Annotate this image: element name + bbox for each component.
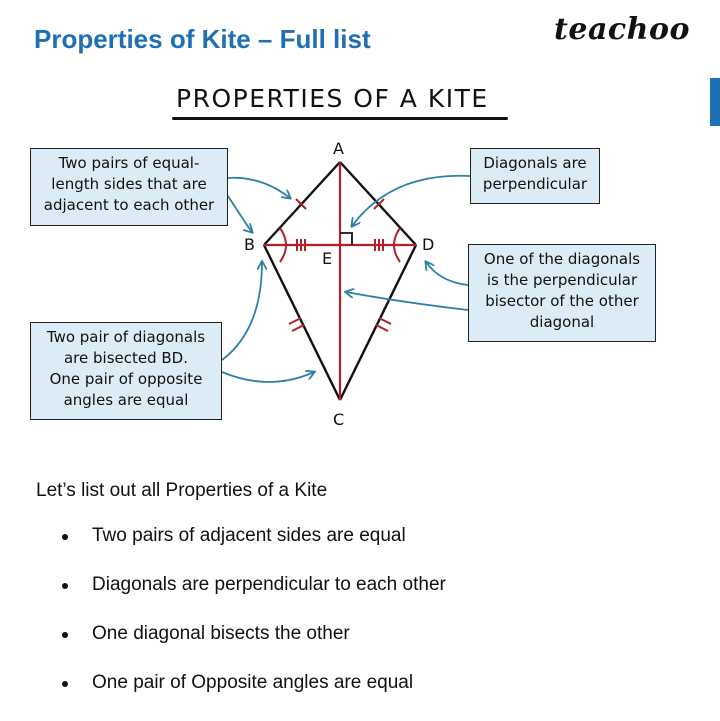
list-item <box>60 574 446 623</box>
arrow-to-diagonal-ac <box>346 292 468 310</box>
side-dc <box>340 245 416 400</box>
arrow-to-side-ab <box>228 178 290 198</box>
list-item-text: One pair of Opposite angles are equal <box>92 672 414 693</box>
bullet-dot <box>62 632 68 638</box>
bullet-dot <box>62 534 68 540</box>
list-item <box>60 525 446 574</box>
intro-text: Let’s list out all Properties of a Kite <box>36 480 328 501</box>
callout-perpendicular-bisector: One of the diagonals is the perpendicular bisector of the other diagonal <box>468 244 656 342</box>
side-ab <box>264 162 340 245</box>
list-item <box>60 672 446 721</box>
list-item-text: One diagonal bisects the other <box>92 623 350 644</box>
arrow-to-side-bc <box>228 196 252 232</box>
teachoo-logo: teachoo <box>554 12 690 47</box>
bullet-dot <box>62 681 68 687</box>
vertex-label-d: D <box>422 235 435 254</box>
diagram-title: PROPERTIES OF A KITE <box>176 84 489 113</box>
vertex-label-c: C <box>333 410 345 429</box>
vertex-label-b: B <box>244 235 255 254</box>
vertex-label-a: A <box>333 139 344 158</box>
callout-diagonals-perpendicular: Diagonals are perpendicular <box>470 148 600 204</box>
callout-diagonals-bisected: Two pair of diagonals are bisected BD. One pair of opposite angles are equal <box>30 322 222 420</box>
arrow-to-point-d <box>426 262 468 285</box>
vertex-label-e: E <box>322 249 333 268</box>
right-angle-mark <box>340 233 352 245</box>
arrow-to-angle-c <box>222 372 314 382</box>
arrow-to-right-angle <box>352 176 470 226</box>
list-item-text: Diagonals are perpendicular to each other <box>92 574 446 595</box>
arrow-to-point-b <box>222 262 262 360</box>
bullet-dot <box>62 583 68 589</box>
list-item <box>60 623 446 672</box>
list-item-text: Two pairs of adjacent sides are equal <box>92 525 406 546</box>
properties-list <box>60 525 446 721</box>
page-title: Properties of Kite – Full list <box>34 24 371 54</box>
callout-equal-adjacent-sides: Two pairs of equal- length sides that are adjacent to each other <box>30 148 228 226</box>
